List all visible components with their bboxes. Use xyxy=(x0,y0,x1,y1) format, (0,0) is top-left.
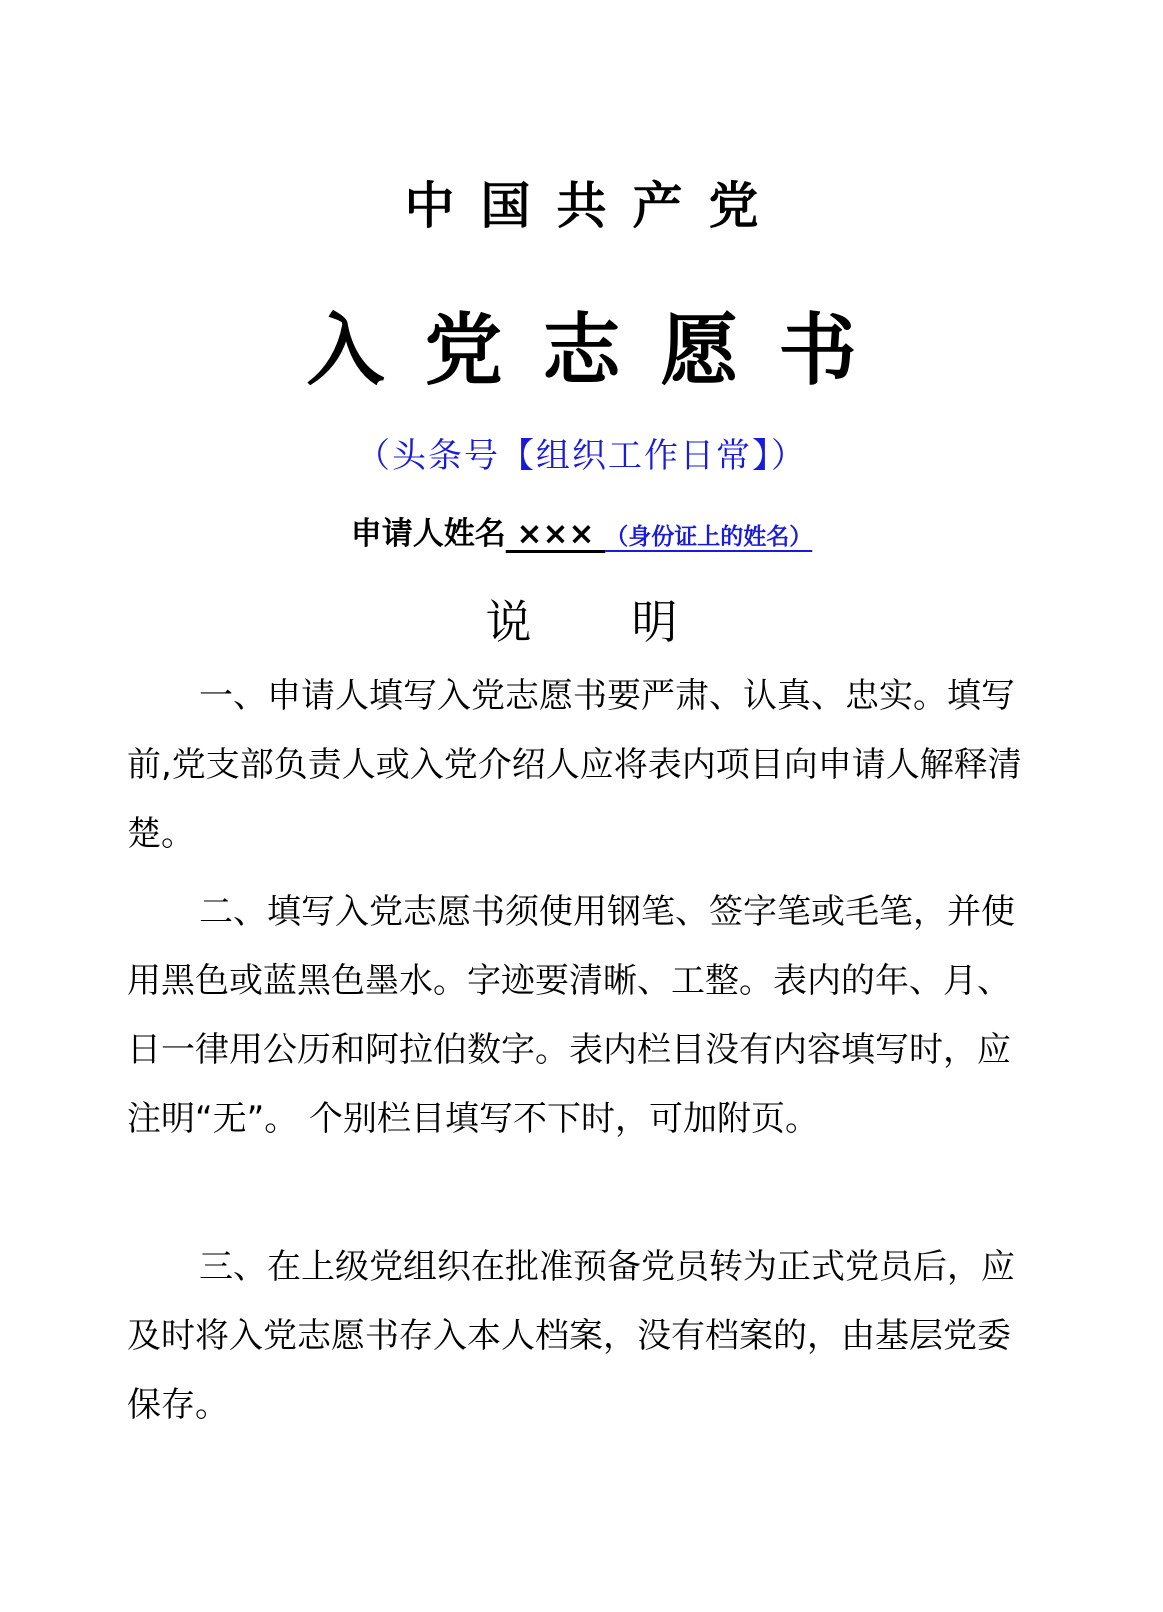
applicant-name-label: 申请人姓名 xyxy=(350,516,506,552)
instruction-paragraph-2: 二、填写入党志愿书须使用钢笔、签字笔或毛笔，并使用黑色或蓝黑色墨水。字迹要清晰、工整。表内的年、月、日一律用公历和阿拉伯数字。表内栏目没有内容填写时，应注明“无”。 个别栏目填写不下时，可加附页。 xyxy=(127,892,1015,1139)
instruction-paragraph-3: 三、在上级党组织在批准预备党员转为正式党员后，应及时将入党志愿书存入本人档案，没有档案的，由基层党委保存。 xyxy=(127,1247,1015,1425)
document-title: 入党志愿书 xyxy=(306,306,897,396)
organization-title: 中国共产党 xyxy=(404,177,785,235)
instructions-heading-left: 说 xyxy=(485,595,532,649)
instructions-heading-right: 明 xyxy=(631,595,678,649)
applicant-name-line xyxy=(0,508,1163,553)
applicant-name-value: ××× xyxy=(516,516,595,552)
source-note: （头条号【组织工作日常】） xyxy=(356,436,807,476)
instruction-paragraph-1: 一、申请人填写入党志愿书要严肃、认真、忠实。填写前,党支部负责人或入党介绍人应将表内项目向申请人解释清楚。 xyxy=(127,676,1022,854)
instructions-heading xyxy=(0,586,1163,652)
applicant-name-hint: （身份证上的姓名） xyxy=(605,524,813,550)
